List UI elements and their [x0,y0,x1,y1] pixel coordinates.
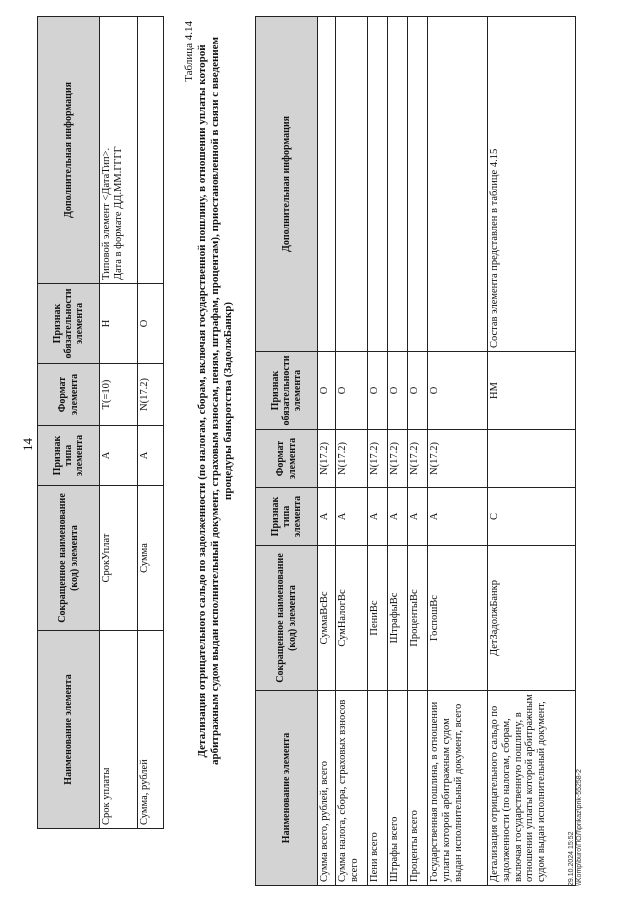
cell-type: А [388,488,408,546]
col-info-header: Дополнительная информация [38,17,100,284]
table-row [138,17,164,829]
cell-info: Состав элемента представлен в таблице 4.15 [488,17,576,352]
cell-required: О [368,352,388,430]
cell-info [368,17,388,352]
cell-format: N(17.2) [408,430,428,488]
cell-format [488,430,576,488]
cell-short: ШтрафыВс [388,546,408,691]
col-required-header: Признак обязательности элемента [38,284,100,364]
table-title: Детализация отрицательного сальдо по задолженности (по налогам, сборам, включая государственной пошлину, в отношении уплаты которой арбитражным судом выдан исполнительный документ, страховым взносам, пеням, штрафам, процентам), приостановленной в связи с введением процедуры банкротства (ЗадолжБанкр) [196,36,235,766]
table-row [336,17,368,886]
table-row [100,17,138,829]
cell-required: О [388,352,408,430]
col-name-header: Наименование элемента [38,631,100,829]
cell-required: НМ [488,352,576,430]
cell-required: Н [100,284,138,364]
cell-format: N(17.2) [428,430,488,488]
cell-type: А [318,488,336,546]
cell-short: СуммаВсВс [318,546,336,691]
cell-format: N(17.2) [336,430,368,488]
cell-short: ГоспошВс [428,546,488,691]
debt-detail-table [255,16,576,886]
cell-info [318,17,336,352]
cell-name: Проценты всего [408,691,428,886]
print-footer [568,769,585,886]
cell-type: А [408,488,428,546]
table-caption: Таблица 4.14 [183,21,195,82]
cell-name: Пени всего [368,691,388,886]
cell-format: T(=10) [100,364,138,426]
col-format-header: Формат элемента [256,430,318,488]
cell-required: О [138,284,164,364]
cell-name: Срок уплаты [100,631,138,829]
elements-table-continued [37,16,164,829]
cell-info [138,17,164,284]
cell-format: N(17.2) [368,430,388,488]
page-number: 14 [20,438,35,451]
cell-format: N(17.2) [388,430,408,488]
cell-short: ПроцентыВс [408,546,428,691]
cell-required: О [408,352,428,430]
cell-required: О [336,352,368,430]
cell-type: А [368,488,388,546]
cell-short: СумНалогВс [336,546,368,691]
col-short-header: Сокращенное наименование (код) элемента [38,486,100,631]
cell-info [388,17,408,352]
cell-info [336,17,368,352]
cell-short: СрокУплат [100,486,138,631]
table-row [388,17,408,886]
cell-name: Детализация отрицательного сальдо по задолженности (по налогам, сборам, включая государственную пошлину, в отношении уплаты которой арбитражным судом выдан исполнительный документ, [488,691,576,886]
col-info-header: Дополнительная информация [256,17,318,352]
cell-short: ПениВс [368,546,388,691]
cell-type: С [488,488,576,546]
cell-type: А [138,426,164,486]
table-row [428,17,488,886]
cell-format: N(17.2) [138,364,164,426]
cell-name: Сумма налога, сбора, страховых взносов всего [336,691,368,886]
col-short-header: Сокращенное наименование (код) элемента [256,546,318,691]
cell-required: О [318,352,336,430]
col-name-header: Наименование элемента [256,691,318,886]
footer-timestamp: 29.10.2024 15:52 [568,831,575,886]
cell-info: Типовой элемент <ДатаТип>. Дата в формате ДД.ММ.ГГГГ [100,17,138,284]
cell-required: О [428,352,488,430]
col-type-header: Признак типа элемента [256,488,318,546]
cell-type: А [100,426,138,486]
cell-name: Сумма всего, рублей, всего [318,691,336,886]
col-required-header: Признак обязательности элемента [256,352,318,430]
table-row [488,17,576,886]
cell-type: А [428,488,488,546]
cell-short: Сумма [138,486,164,631]
cell-type: А [336,488,368,546]
cell-short: ДетЗадолжБанкр [488,546,576,691]
cell-info [408,17,428,352]
table-row [368,17,388,886]
col-type-header: Признак типа элемента [38,426,100,486]
cell-name: Сумма, рублей [138,631,164,829]
footer-path: \\Komp\buro\ПОЛ\prikaz\prik-55258-2 [576,769,584,886]
table-row [408,17,428,886]
cell-name: Штрафы всего [388,691,408,886]
col-format-header: Формат элемента [38,364,100,426]
cell-info [428,17,488,352]
cell-format: N(17.2) [318,430,336,488]
cell-name: Государственная пошлина, в отношении уплаты которой арбитражным судом выдан исполнительный документ, всего [428,691,488,886]
table-row [318,17,336,886]
